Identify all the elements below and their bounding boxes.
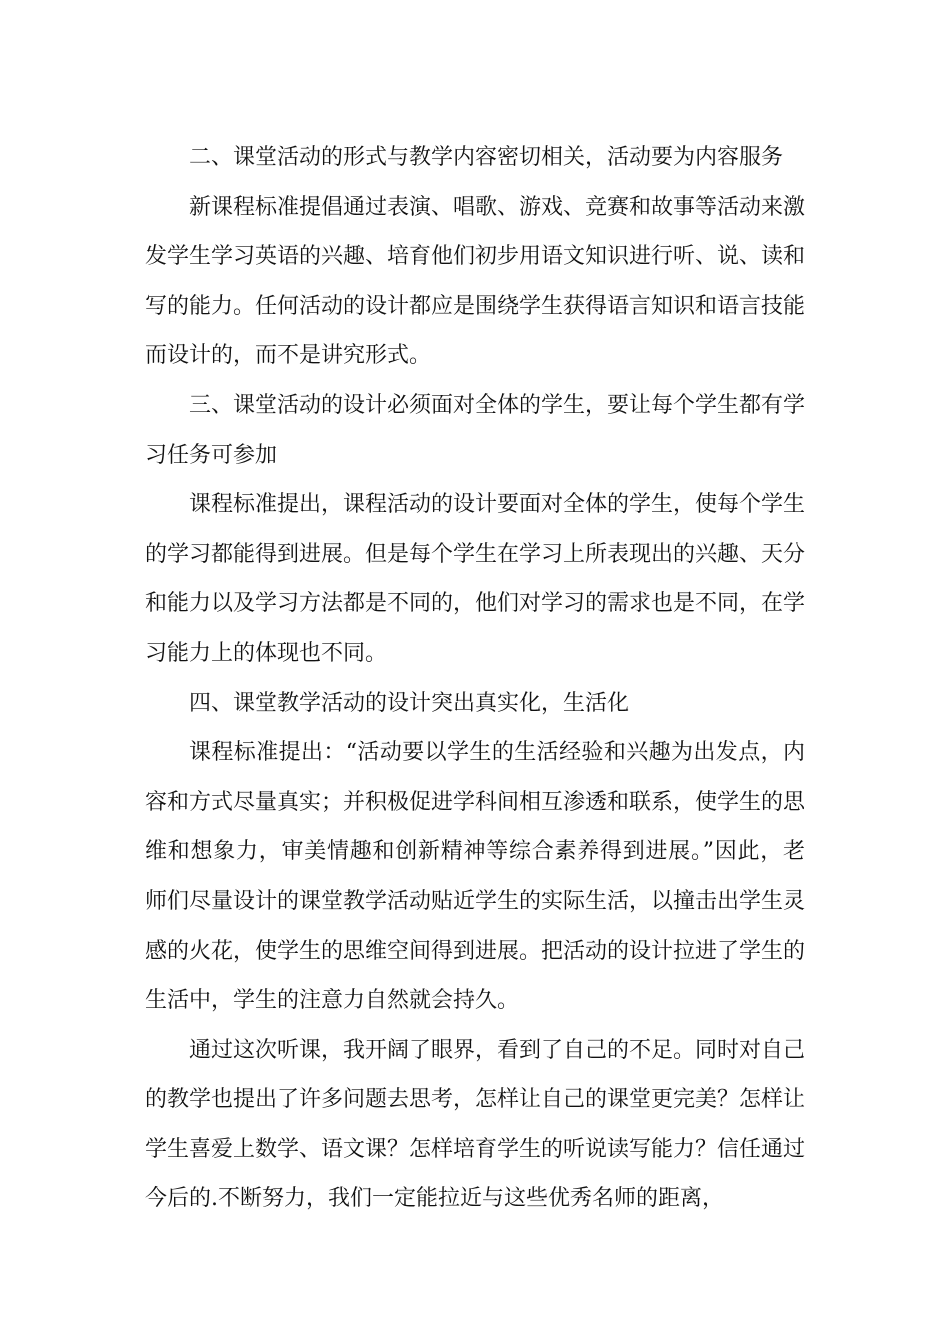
paragraph-activities-serve-content: 新课程标准提倡通过表演、唱歌、游戏、竞赛和故事等活动来激发学生学习英语的兴趣、培育他们初步用语文知识进行听、说、读和写的能力。任何活动的设计都应是围绕学生获得语言知识和语言技能而设计的，而不是讲究形式。	[145, 194, 806, 369]
paragraph-reflection: 通过这次听课，我开阔了眼界，看到了自己的不足。同时对自己的教学也提出了许多问题去思考，怎样让自己的课堂更完美？怎样让学生喜爱上数学、语文课？怎样培育学生的听说读写能力？信任通过今后的.不断努力，我们一定能拉近与这些优秀名师的距离，	[145, 1037, 806, 1212]
document-body	[145, 133, 805, 1224]
section-heading-3: 三、课堂活动的设计必须面对全体的学生，要让每个学生都有学习任务可参加	[145, 392, 806, 468]
paragraph-real-life-activities: 课程标准提出：“活动要以学生的生活经验和兴趣为出发点，内容和方式尽量真实；并积极促进学科间相互渗透和联系，使学生的思维和想象力，审美情趣和创新精神等综合素养得到进展。”因此，老师们尽量设计的课堂教学活动贴近学生的实际生活，以撞击出学生灵感的火花，使学生的思维空间得到进展。把活动的设计拉进了学生的生活中，学生的注意力自然就会持久。	[145, 740, 806, 1014]
section-heading-2: 二、课堂活动的形式与教学内容密切相关，活动要为内容服务	[189, 145, 784, 170]
paragraph-all-students: 课程标准提出，课程活动的设计要面对全体的学生，使每个学生的学习都能得到进展。但是每个学生在学习上所表现出的兴趣、天分和能力以及学习方法都是不同的，他们对学习的需求也是不同，在学习能力上的体现也不同。	[145, 492, 806, 666]
section-heading-4: 四、课堂教学活动的设计突出真实化，生活化	[189, 690, 630, 716]
